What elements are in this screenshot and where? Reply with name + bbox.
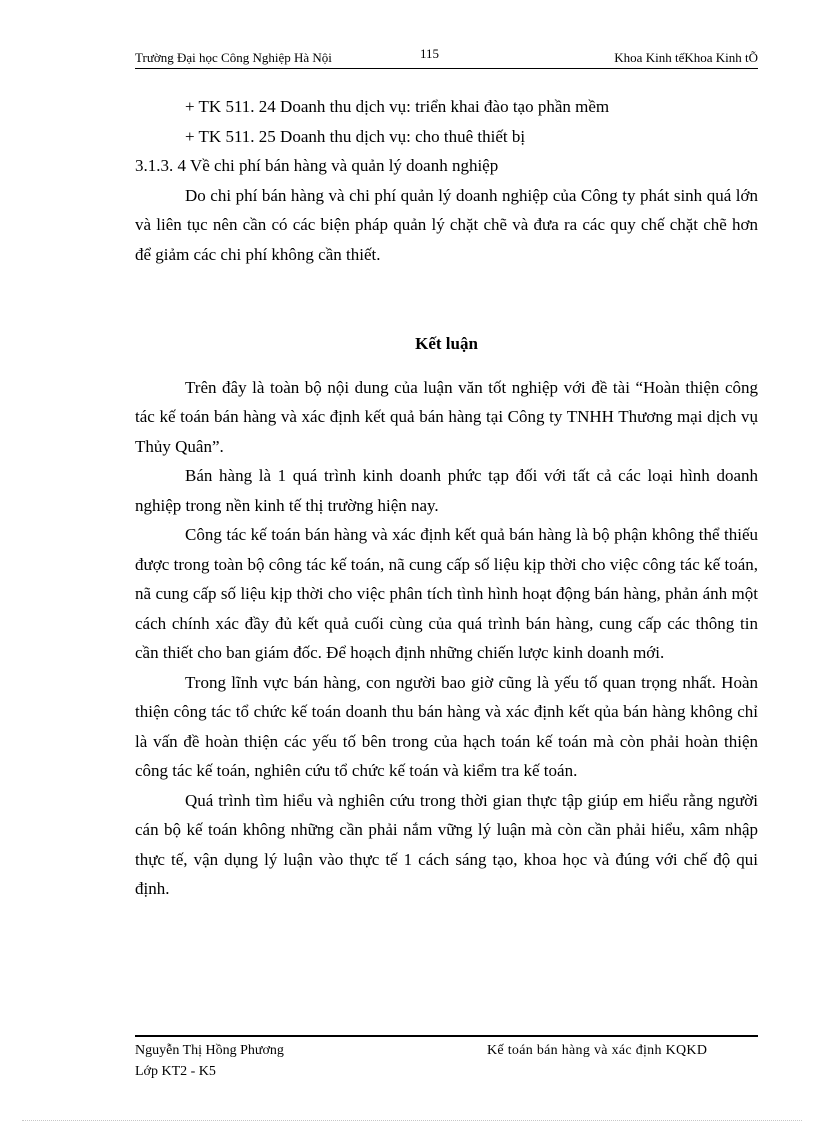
bullet-item: + TK 511. 25 Doanh thu dịch vụ: cho thuê thiết bị [185, 126, 526, 146]
conclusion-paragraph: Trong lĩnh vực bán hàng, con người bao giờ cũng là yếu tố quan trọng nhất. Hoàn thiện công tác tổ chức kế toán doanh thu bán hàng và xác định kết qủa bán hàng không chỉ là vấn đề hoàn thiện các yếu tố bên trong của hạch toán kế toán mà còn phải hoàn thiện công tác kế toán, nghiên cứu tổ chức kế toán và kiểm tra kế toán. [135, 672, 758, 780]
header-university: Trường Đại học Công Nghiệp Hà Nội [135, 50, 332, 65]
footer-class: Lớp KT2 - K5 [135, 1064, 216, 1079]
spacer [135, 269, 758, 329]
section-heading: 3.1.3. 4 Về chi phí bán hàng và quản lý doanh nghiệp [135, 156, 499, 175]
footer-topic: Kế toán bán hàng và xác định KQKD [487, 1043, 708, 1058]
section-paragraph: Do chi phí bán hàng và chi phí quản lý doanh nghiệp của Công ty phát sinh quá lớn và liên tục nên cần có các biện pháp quản lý chặt chẽ và đưa ra các quy chế chặt chẽ hơn để giảm các chi phí không cần thiết. [135, 185, 758, 264]
page-number: 115 [420, 46, 440, 61]
conclusion-paragraph: Quá trình tìm hiểu và nghiên cứu trong thời gian thực tập giúp em hiểu rằng người cán bộ kế toán không những cần phải nắm vững lý luận mà còn cần phải hiểu, xâm nhập thực tế, vận dụng lý luận vào thực tế 1 cách sáng tạo, khoa học và đúng với chế độ qui định. [135, 790, 758, 898]
footer-author: Nguyễn Thị Hồng Phương [135, 1043, 284, 1058]
page-header [135, 46, 758, 69]
page-edge-divider [22, 1120, 802, 1121]
footer-divider [135, 1035, 758, 1037]
conclusion-paragraph: Bán hàng là 1 quá trình kinh doanh phức tạp đối với tất cả các loại hình doanh nghiệp trong nền kinh tế thị trường hiện nay. [135, 466, 758, 515]
spacer [135, 359, 758, 373]
bullet-item: + TK 511. 24 Doanh thu dịch vụ: triển khai đào tạo phần mềm [185, 97, 610, 116]
header-faculty: Khoa Kinh tếKhoa Kinh tÕ [614, 50, 758, 65]
page-body [135, 92, 758, 904]
conclusion-paragraph: Công tác kế toán bán hàng và xác định kết quả bán hàng là bộ phận không thể thiếu được trong toàn bộ công tác kế toán, nã cung cấp số liệu kịp thời cho việc công tác kế toán, nã cung cấp số liệu kịp thời cho việc phân tích tình hình hoạt động bán hàng, phản ánh một cách chính xác đầy đủ kết quả cuối cùng của quá trình bán hàng, cung cấp các thông tin cần thiết cho ban giám đốc. Để hoạch định những chiến lược kinh doanh mới. [135, 525, 758, 662]
conclusion-title: Kết luận [415, 334, 478, 353]
conclusion-paragraph: Trên đây là toàn bộ nội dung của luận văn tốt nghiệp với đề tài “Hoàn thiện công tác kế toán bán hàng và xác định kết quả bán hàng tại Công ty TNHH Thương mại dịch vụ Thủy Quân”. [135, 377, 758, 456]
